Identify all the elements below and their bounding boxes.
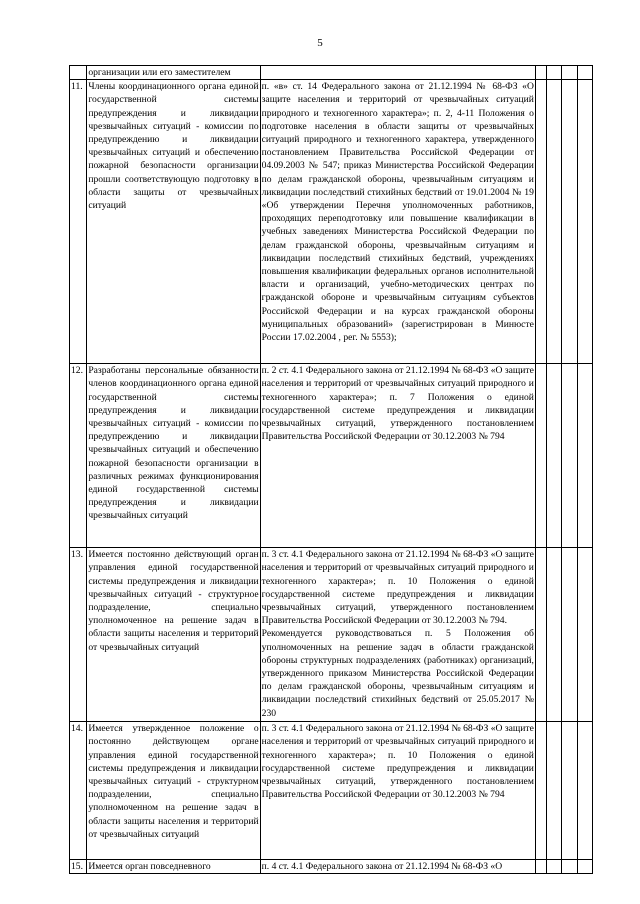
requirement-cell: организации или его заместителем — [87, 66, 260, 80]
answer-cell — [577, 80, 592, 364]
reference-cell — [260, 722, 535, 860]
answer-cell — [577, 722, 592, 860]
requirement-cell: Имеется утвержденное положение о постоянно действующем органе управления единой государственной системы предупреждения и ликвидации чрезвычайных ситуаций - структурном подразделении, специально уполномоченном на решение задач в области защиты населения и территорий от чрезвычайных ситуаций — [87, 722, 260, 860]
answer-cell — [577, 364, 592, 548]
answer-cell — [577, 66, 592, 80]
answer-cell — [535, 722, 546, 860]
answer-cell — [562, 860, 577, 874]
answer-cell — [577, 860, 592, 874]
reference-text: п. 4 ст. 4.1 Федерального закона от 21.12.1994 № 68-ФЗ «О — [261, 861, 503, 873]
row-number: 11. — [70, 80, 87, 364]
answer-cell — [562, 66, 577, 80]
answer-cell — [535, 860, 546, 874]
reference-cell — [260, 548, 535, 722]
checklist-table — [69, 65, 593, 874]
answer-cell — [535, 548, 546, 722]
reference-text: п. 2 ст. 4.1 Федерального закона от 21.12.1994 № 68-ФЗ «О защите населения и территорий от чрезвычайных ситуаций природного и техногенного характера»; п. 7 Положения о единой государственной системе предупреждения и ликвидации чрезвычайных ситуаций, утвержденного постановлением Правительства Российской Федерации от 30.12.2003 № 794 — [261, 365, 534, 443]
row-number: 13. — [70, 548, 87, 722]
answer-cell — [547, 80, 562, 364]
reference-cell — [260, 860, 535, 874]
answer-cell — [547, 364, 562, 548]
table-row — [70, 722, 593, 860]
answer-cell — [562, 548, 577, 722]
requirement-cell: Разработаны персональные обязанности членов координационного органа единой государственной системы предупреждения и ликвидации чрезвычайных ситуаций - комиссии по предупреждению и ликвидации чрезвычайных ситуаций и обеспечению пожарной безопасности организации в различных режимах функционирования единой государственной системы предупреждения и ликвидации чрезвычайных ситуаций — [87, 364, 260, 548]
table-row — [70, 80, 593, 364]
table-row — [70, 548, 593, 722]
table-row — [70, 364, 593, 548]
answer-cell — [535, 66, 546, 80]
requirement-cell: Члены координационного органа единой государственной системы предупреждения и ликвидации чрезвычайных ситуаций - комиссии по предупреждению и ликвидации чрезвычайных ситуаций и обеспечению пожарной безопасности организации прошли соответствующую подготовку в области защиты от чрезвычайных ситуаций — [87, 80, 260, 364]
answer-cell — [562, 722, 577, 860]
answer-cell — [547, 66, 562, 80]
row-number: 15. — [70, 860, 87, 874]
answer-cell — [535, 80, 546, 364]
answer-cell — [577, 548, 592, 722]
reference-text: п. 3 ст. 4.1 Федерального закона от 21.12.1994 № 68-ФЗ «О защите населения и территорий от чрезвычайных ситуаций природного и техногенного характера»; п. 10 Положения о единой государственной системе предупреждения и ликвидации чрезвычайных ситуаций, утвержденного постановлением Правительства Российской Федерации от 30.12.2003 № 794 — [261, 723, 534, 801]
table-row — [70, 860, 593, 874]
answer-cell — [547, 548, 562, 722]
page-number: 5 — [317, 37, 323, 49]
reference-text: Рекомендуется руководствоваться п. 5 Положения об уполномоченных на решение задач в области гражданской обороны структурных подразделениях (работниках) организаций, утвержденного приказом Министерства Российской Федерации по делам гражданской обороны, чрезвычайным ситуациям и ликвидации последствий стихийных бедствий от 25.05.2017 № 230 — [261, 628, 534, 719]
reference-cell — [260, 364, 535, 548]
answer-cell — [562, 80, 577, 364]
answer-cell — [547, 722, 562, 860]
row-number: 14. — [70, 722, 87, 860]
answer-cell — [535, 364, 546, 548]
row-number: 12. — [70, 364, 87, 548]
reference-text: п. «в» ст. 14 Федерального закона от 21.12.1994 № 68-ФЗ «О защите населения и территорий от чрезвычайных ситуаций природного и техногенного характера»; п. 2, 4-11 Положения о подготовке населения в области защиты от чрезвычайных ситуаций природного и техногенного характера, утвержденного постановлением Правительства Российской Федерации от 04.09.2003 № 547; приказ Министерства Российской Федерации по делам гражданской обороны, чрезвычайным ситуациям и ликвидации последствий стихийных бедствий от 19.01.2004 № 19 «Об утверждении Перечня уполномоченных работников, проходящих переподготовку или повышение квалификации в учебных заведениях Министерства Российской Федерации по делам гражданской обороны, чрезвычайным ситуациям и ликвидации последствий стихийных бедствий, учреждениях повышения квалификации федеральных органов исполнительной власти и организаций, учебно-методических центрах по гражданской обороне и чрезвычайным ситуациям субъектов Российской Федерации и на курсах гражданской обороны муниципальных образований» (зарегистрирован в Минюсте России 17.02.2004 , рег. № 5553); — [261, 81, 534, 344]
answer-cell — [562, 364, 577, 548]
answer-cell — [547, 860, 562, 874]
table-row — [70, 66, 593, 80]
requirement-cell: Имеется постоянно действующий орган управления единой государственной системы предупреждения и ликвидации чрезвычайных ситуаций - структурное подразделение, специально уполномоченное на решение задач в области защиты населения и территорий от чрезвычайных ситуаций — [87, 548, 260, 722]
reference-cell — [260, 80, 535, 364]
requirement-cell: Имеется орган повседневного — [87, 860, 260, 874]
reference-text: п. 3 ст. 4.1 Федерального закона от 21.12.1994 № 68-ФЗ «О защите населения и территорий от чрезвычайных ситуаций природного и техногенного характера»; п. 10 Положения о единой государственной системе предупреждения и ликвидации чрезвычайных ситуаций, утвержденного постановлением Правительства Российской Федерации от 30.12.2003 № 794. — [261, 549, 534, 627]
